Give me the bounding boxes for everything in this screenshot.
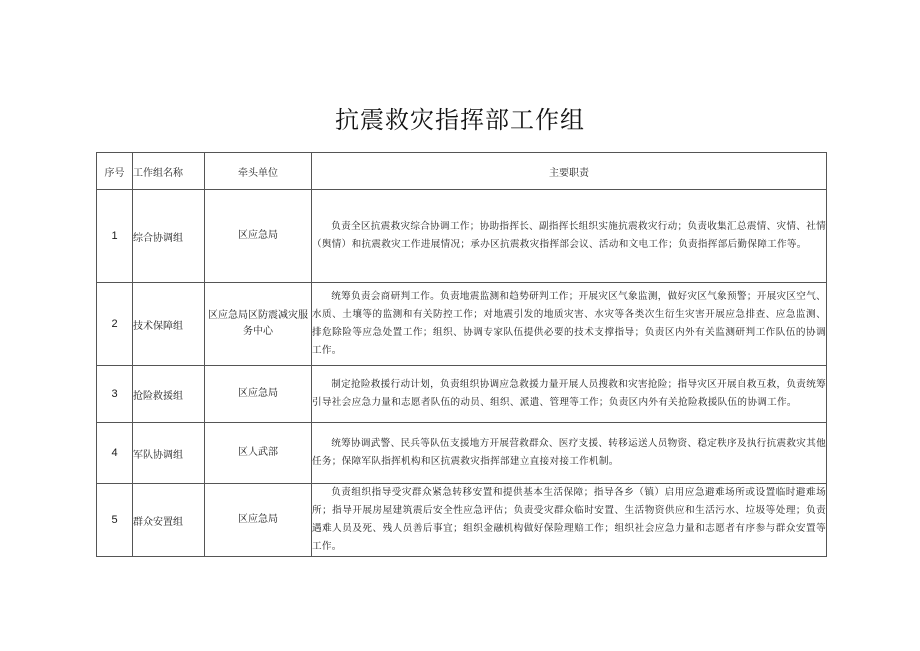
table-row <box>97 366 827 423</box>
work-groups-table <box>96 152 827 557</box>
row-lead-unit: 区应急局 <box>205 190 312 283</box>
table-header-row <box>97 153 827 190</box>
table-row <box>97 283 827 366</box>
row-group-name: 群众安置组 <box>133 484 205 557</box>
header-group-name: 工作组名称 <box>133 153 205 190</box>
row-duties: 统筹协调武警、民兵等队伍支援地方开展营救群众、医疗支援、转移运送人员物资、稳定秩序及执行抗震救灾其他任务；保障军队指挥机构和区抗震救灾指挥部建立直接对接工作机制。 <box>312 423 827 484</box>
table-row <box>97 190 827 283</box>
row-group-name: 综合协调组 <box>133 190 205 283</box>
header-main-duties: 主要职责 <box>312 153 827 190</box>
table-row <box>97 484 827 557</box>
row-group-name: 技术保障组 <box>133 283 205 366</box>
header-lead-unit: 牵头单位 <box>205 153 312 190</box>
row-lead-unit: 区应急局区防震减灾服务中心 <box>205 283 312 366</box>
row-no: 4 <box>97 423 133 484</box>
header-no: 序号 <box>97 153 133 190</box>
row-no: 1 <box>97 190 133 283</box>
row-duties: 负责组织指导受灾群众紧急转移安置和提供基本生活保障；指导各乡（镇）启用应急避难场所或设置临时避难场所；指导开展房屋建筑震后安全性应急评估；负责受灾群众临时安置、生活物资供应和生活污水、垃圾等处理；负责遇难人员及死、残人员善后事宜；组织金融机构做好保险理赔工作；组织社会应急力量和志愿者有序参与群众安置等工作。 <box>312 484 827 557</box>
row-no: 3 <box>97 366 133 423</box>
row-duties: 统筹负责会商研判工作。负责地震监测和趋势研判工作；开展灾区气象监测，做好灾区气象预警；开展灾区空气、水质、土壤等的监测和有关防控工作；对地震引发的地质灾害、水灾等各类次生衍生灾害开展应急排查、应急监测、排危除险等应急处置工作；组织、协调专家队伍提供必要的技术支撑指导；负责区内外有关监测研判工作队伍的协调工作。 <box>312 283 827 366</box>
row-group-name: 抢险救援组 <box>133 366 205 423</box>
row-group-name: 军队协调组 <box>133 423 205 484</box>
row-lead-unit: 区人武部 <box>205 423 312 484</box>
row-lead-unit: 区应急局 <box>205 366 312 423</box>
row-duties: 负责全区抗震救灾综合协调工作；协助指挥长、副指挥长组织实施抗震救灾行动；负责收集汇总震情、灾情、社情（舆情）和抗震救灾工作进展情况；承办区抗震救灾指挥部会议、活动和文电工作；负责指挥部后勤保障工作等。 <box>312 190 827 283</box>
table-row <box>97 423 827 484</box>
row-no: 2 <box>97 283 133 366</box>
row-lead-unit: 区应急局 <box>205 484 312 557</box>
row-no: 5 <box>97 484 133 557</box>
row-duties: 制定抢险救援行动计划，负责组织协调应急救援力量开展人员搜救和灾害抢险；指导灾区开展自救互救，负责统筹引导社会应急力量和志愿者队伍的动员、组织、派遣、管理等工作；负责区内外有关抢险救援队伍的协调工作。 <box>312 366 827 423</box>
page-title: 抗震救灾指挥部工作组 <box>335 106 585 134</box>
